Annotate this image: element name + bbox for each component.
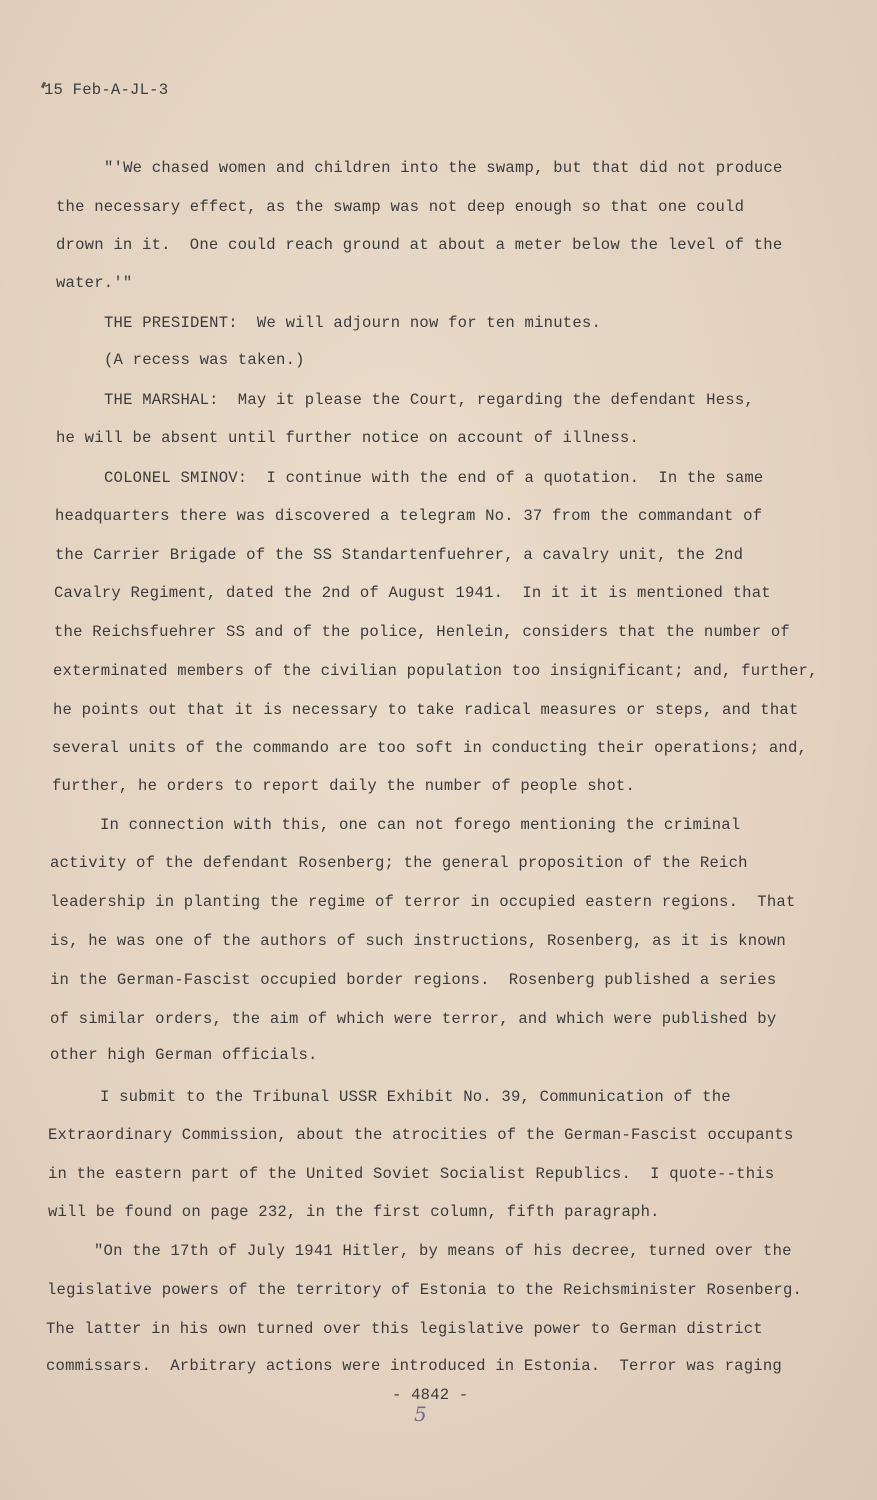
body-line: THE PRESIDENT: We will adjourn now for ten minutes. (104, 314, 602, 332)
body-line: THE MARSHAL: May it please the Court, regarding the defendant Hess, (104, 391, 754, 409)
body-line: the Reichsfuehrer SS and of the police, Henlein, considers that the number of (54, 623, 790, 641)
body-line: will be found on page 232, in the first column, fifth paragraph. (48, 1203, 660, 1221)
body-line: "On the 17th of July 1941 Hitler, by means of his decree, turned over the (94, 1242, 792, 1260)
body-line: he will be absent until further notice on account of illness. (56, 429, 640, 447)
body-line: leadership in planting the regime of terror in occupied eastern regions. That (50, 893, 796, 911)
body-line: of similar orders, the aim of which were terror, and which were published by (50, 1010, 777, 1028)
body-line: commissars. Arbitrary actions were introduced in Estonia. Terror was raging (46, 1357, 782, 1375)
body-line: (A recess was taken.) (104, 351, 305, 369)
body-line: I submit to the Tribunal USSR Exhibit No. 39, Communication of the (100, 1088, 731, 1106)
body-line: Extraordinary Commission, about the atrocities of the German-Fascist occupants (48, 1126, 794, 1144)
body-line: Cavalry Regiment, dated the 2nd of August 1941. In it it is mentioned that (54, 584, 771, 602)
body-line: in the eastern part of the United Soviet Socialist Republics. I quote--this (48, 1165, 775, 1183)
body-line: in the German-Fascist occupied border regions. Rosenberg published a series (50, 971, 777, 989)
body-line: headquarters there was discovered a telegram No. 37 from the commandant of (55, 507, 763, 525)
document-id: 15 Feb-A-JL-3 (44, 81, 169, 99)
body-line: "'We chased women and children into the swamp, but that did not produce (104, 159, 783, 177)
body-line: legislative powers of the territory of Estonia to the Reichsminister Rosenberg. (47, 1281, 803, 1299)
body-line: the Carrier Brigade of the SS Standartenfuehrer, a cavalry unit, the 2nd (55, 546, 744, 564)
body-line: other high German officials. (50, 1046, 318, 1064)
body-line: exterminated members of the civilian population too insignificant; and, further, (53, 662, 818, 680)
body-line: activity of the defendant Rosenberg; the general proposition of the Reich (50, 854, 748, 872)
body-line: is, he was one of the authors of such instructions, Rosenberg, as it is known (50, 932, 786, 950)
body-line: water.'" (56, 274, 133, 292)
body-line: several units of the commando are too soft in conducting their operations; and, (52, 739, 808, 757)
body-line: The latter in his own turned over this legislative power to German district (46, 1320, 763, 1338)
body-line: he points out that it is necessary to take radical measures or steps, and that (53, 701, 799, 719)
handwritten-page-mark: 5 (414, 1402, 427, 1426)
body-line: further, he orders to report daily the number of people shot. (52, 777, 636, 795)
body-line: In connection with this, one can not forego mentioning the criminal (100, 816, 741, 834)
body-line: COLONEL SMINOV: I continue with the end of a quotation. In the same (104, 469, 764, 487)
body-line: drown in it. One could reach ground at about a meter below the level of the (56, 236, 783, 254)
body-line: the necessary effect, as the swamp was not deep enough so that one could (56, 198, 745, 216)
page-number: - 4842 - (392, 1386, 469, 1404)
